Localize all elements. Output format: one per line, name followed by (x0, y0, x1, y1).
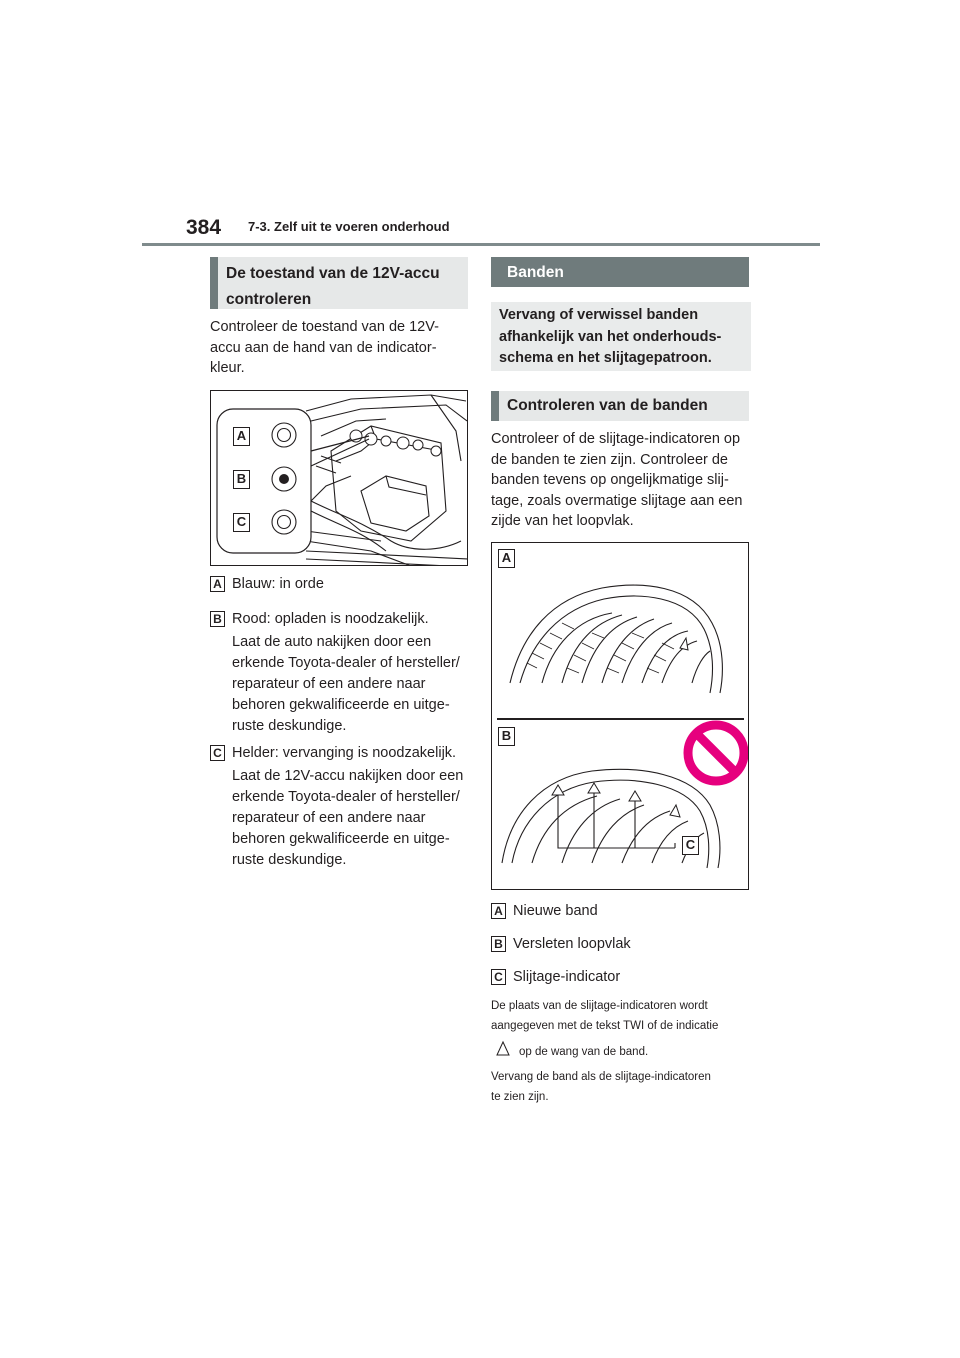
tire-item-b-text: Versleten loopvlak (513, 936, 631, 952)
battery-item-c-text: Helder: vervanging is noodzakelijk. (232, 745, 457, 761)
label-a: A (491, 903, 506, 919)
header-rule (142, 243, 820, 246)
prohibited-icon (688, 725, 744, 781)
battery-figure (210, 390, 468, 566)
tires-check-heading-text: Controleren van de banden (507, 397, 708, 414)
tire-illustration (492, 543, 749, 890)
battery-figure-label-a: A (233, 427, 250, 446)
tires-check-heading (491, 391, 749, 421)
twi-note: De plaats van de slijtage-indicatoren wordt aangegeven met de tekst TWI of de indicatie (491, 1000, 719, 1032)
battery-figure-label-c: C (233, 513, 250, 532)
tires-heading-text: Banden (507, 264, 564, 281)
battery-intro: Controleer de toestand van de 12V- accu aan de hand van de indicator- kleur. (210, 319, 439, 376)
tire-figure (491, 542, 749, 890)
tire-figure-label-c: C (682, 836, 699, 855)
tires-heading (491, 257, 749, 287)
replace-note: Vervang de band als de slijtage-indicatoren te zien zijn. (491, 1071, 711, 1103)
battery-heading-line1: De toestand van de 12V-accu (226, 265, 440, 282)
label-c: C (210, 745, 225, 761)
battery-heading-line2: controleren (226, 291, 312, 308)
battery-item-b-text: Rood: opladen is noodzakelijk. (232, 611, 429, 627)
tire-item-c-text: Slijtage-indicator (513, 969, 621, 985)
tire-item-a-text: Nieuwe band (513, 903, 598, 919)
tires-intro: Controleer of de slijtage-indicatoren op de banden te zien zijn. Controleer de banden tevens op ongelijkmatige slij- tage, zoals overmatige slijtage aan een zijde van het loopvlak. (491, 431, 743, 529)
battery-figure-label-b: B (233, 470, 250, 489)
battery-item-a-text: Blauw: in orde (232, 576, 324, 592)
page-number: 384 (186, 216, 222, 239)
label-b: B (491, 936, 506, 952)
triangle-icon (495, 1040, 511, 1056)
tire-figure-label-b: B (498, 727, 515, 746)
twi-icon-line: op de wang van de band. (495, 1040, 755, 1062)
label-a: A (210, 576, 225, 592)
tire-figure-label-a: A (498, 549, 515, 568)
tires-note: Vervang of verwissel banden afhankelijk van het onderhouds- schema en het slijtagepatroon. (491, 302, 751, 371)
battery-heading (210, 257, 468, 309)
section-title: 7-3. Zelf uit te voeren onderhoud (248, 219, 450, 234)
label-c: C (491, 969, 506, 985)
label-b: B (210, 611, 225, 627)
